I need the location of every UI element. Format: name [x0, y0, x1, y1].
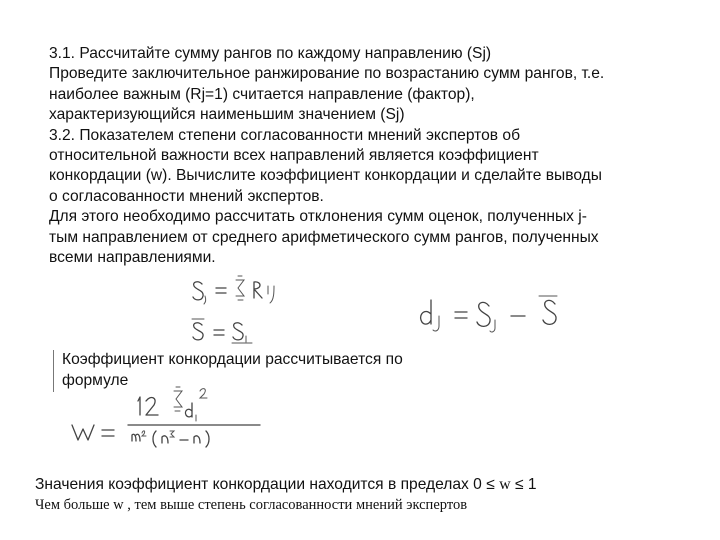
instruction-line: 3.1. Рассчитайте сумму рангов по каждому направлению (Sj)	[49, 45, 492, 62]
instruction-line: наиболее важным (Rj=1) считается направление (фактор),	[49, 85, 475, 103]
range-suffix: 1	[527, 476, 537, 493]
range-prefix: Значения коэффициент конкордации находится в пределах 0	[35, 476, 482, 493]
instruction-line: Для этого необходимо рассчитать отклонения сумм оценок, полученных j-	[49, 208, 587, 226]
instruction-line: конкордации (w). Вычислите коэффициент конкордации и сделайте выводы	[49, 167, 602, 185]
instruction-line: о согласованности мнений экспертов.	[49, 187, 324, 205]
instructions-text	[49, 44, 699, 268]
leq-symbol: ≤	[515, 476, 524, 493]
range-statement	[35, 476, 537, 494]
concordance-line: Коэффициент конкордации рассчитывается по	[62, 351, 403, 368]
instruction-line: Проведите заключительное ранжирование по возрастанию сумм рангов, т.е.	[49, 65, 605, 83]
conclusion-text: Чем больше w , тем выше степень согласованности мнений экспертов	[35, 497, 468, 513]
sum-ranks-formula	[190, 270, 320, 310]
instruction-line: характеризующийся наименьшим значением (Sj)	[49, 106, 405, 124]
deviation-formula	[415, 288, 575, 336]
instruction-line: относительной важности всех направлений является коэффициент	[49, 147, 539, 165]
instruction-line: всеми направлениями.	[49, 249, 216, 267]
instruction-line: тым направлением от среднего арифметического сумм рангов, полученных	[49, 228, 599, 246]
instruction-line: 3.2. Показателем степени согласованности мнений экспертов об	[49, 126, 521, 144]
mean-ranks-formula	[190, 316, 280, 346]
leq-symbol: ≤	[486, 476, 495, 493]
concordance-formula	[70, 385, 270, 460]
concordance-line: формуле	[62, 371, 129, 389]
w-symbol: w	[499, 476, 511, 493]
